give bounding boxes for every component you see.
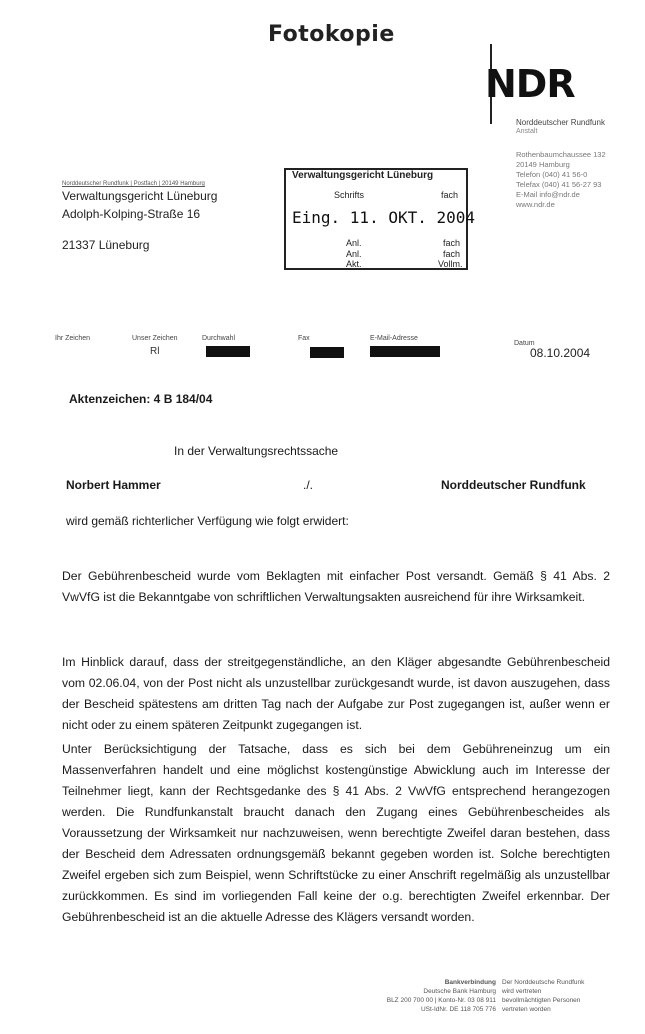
unser-zeichen-value: Rl (150, 346, 160, 357)
redaction-bar (370, 346, 440, 357)
redaction-bar (310, 347, 344, 358)
case-number: Aktenzeichen: 4 B 184/04 (69, 392, 213, 406)
org-address-line: Rothenbaumchaussee 132 (516, 150, 606, 159)
org-phone-line: Telefon (040) 41 56-0 (516, 170, 588, 179)
bank-details (346, 978, 496, 1014)
stamp-schrifts: Schrifts (334, 190, 365, 200)
stamp-fach: fach (441, 190, 459, 200)
stamp-row-label: Akt. (346, 259, 362, 269)
case-intro: In der Verwaltungsrechtssache (174, 444, 339, 458)
rep-line: wird vertreten (502, 988, 542, 995)
ihr-zeichen-label: Ihr Zeichen (55, 335, 91, 342)
paragraph-text: Im Hinblick darauf, dass der streitgegenständliche, an den Kläger abgesandte Gebührenbescheid vom 02.06.04, von der Post nicht als unzustellbar zurückgesandt wurde, ist davon auszugehen, dass der Bescheid spätestens am dritten Tag nach der Aufgabe zur Post zugegangen ist, außer wenn er nicht oder zu einem späteren Zeitpunkt zugegangen ist. (62, 655, 610, 732)
plaintiff-name: Norbert Hammer (66, 478, 161, 492)
org-fax-line: Telefax (040) 41 56-27 93 (516, 180, 602, 189)
response-intro: wird gemäß richterlicher Verfügung wie folgt erwidert: (66, 514, 349, 528)
rep-line: Der Norddeutsche Rundfunk (502, 979, 585, 986)
versus-mark: ./. (303, 478, 314, 492)
stamp-title: Verwaltungsgericht Lüneburg (292, 170, 434, 181)
bank-line: USt-IdNr. DE 118 705 776 (420, 1006, 496, 1013)
stamp-row-suffix: Vollm. (438, 259, 463, 269)
date-label: Datum (514, 340, 535, 347)
paragraph-text: Der Gebührenbescheid wurde vom Beklagten mit einfacher Post versandt. Gemäß § 41 Abs. 2 VwVfG ist die Bekanntgabe von schriftlichen Verwaltungsakten ausreichend für ihre Wirksamkeit. (62, 569, 610, 604)
defendant-name: Norddeutscher Rundfunk (441, 478, 586, 492)
durchwahl-label: Durchwahl (202, 335, 236, 342)
org-address-line: 20149 Hamburg (516, 160, 570, 169)
stamp-row-suffix: fach (443, 249, 461, 259)
stamp-row-label: Anl. (346, 238, 362, 248)
body-paragraph (62, 739, 610, 928)
stamp-received-date: Eing. 11. OKT. 2004 (292, 208, 476, 227)
org-web-line: www.ndr.de (516, 200, 555, 209)
org-email-line: E-Mail info@ndr.de (516, 190, 580, 199)
fax-label: Fax (298, 335, 310, 342)
stamp-row-suffix: fach (443, 238, 461, 248)
body-paragraph (62, 566, 610, 608)
bank-line: Deutsche Bank Hamburg (423, 988, 496, 995)
sender-return-line: Norddeutscher Rundfunk | Postfach | 20149 Hamburg (62, 181, 205, 187)
redaction-bar (206, 346, 250, 357)
unser-zeichen-label: Unser Zeichen (132, 335, 178, 342)
representation-note (502, 978, 622, 1014)
letter-date: 08.10.2004 (530, 346, 591, 360)
paragraph-text: Unter Berücksichtigung der Tatsache, dass es sich bei dem Gebühreneinzug um ein Massenverfahren handelt und eine möglichst kostengünstige Abwicklung auch im Interesse der Teilnehmer liegt, kann der Rechtsgedanke des § 41 Abs. 2 VwVfG entsprechend herangezogen werden. Die Rundfunkanstalt braucht danach den Zugang eines Gebührenbescheides als Voraussetzung der Wirksamkeit nur nachzuweisen, wenn berechtigte Zweifel daran bestehen, dass der Bescheid dem Adressaten ordnungsgemäß bekannt gegeben worden ist. Solche berechtigten Zweifel ergeben sich zum Beispiel, wenn Schriftstücke zu einer Anschrift regelmäßig als unzustellbar zurückkommen. Es sind im vorliegenden Fall keine der o.g. berechtigten Zweifel erkennbar. Der Gebührenbescheid ist an die aktuelle Adresse des Klägers versandt worden. (62, 742, 610, 924)
recipient-name: Verwaltungsgericht Lüneburg (62, 189, 218, 203)
org-name: Norddeutscher Rundfunk (516, 118, 605, 127)
bank-line: BLZ 200 700 00 | Konto-Nr. 03 08 911 (386, 997, 496, 1004)
bank-line: Bankverbindung (444, 979, 496, 986)
org-subtitle: Anstalt (516, 128, 538, 135)
stamp-row-label: Anl. (346, 249, 362, 259)
rep-line: vertreten worden (502, 1006, 551, 1013)
document-header-title: Fotokopie (268, 22, 395, 47)
recipient-street: Adolph-Kolping-Straße 16 (62, 207, 201, 221)
recipient-city: 21337 Lüneburg (62, 238, 150, 252)
email-label: E-Mail-Adresse (370, 335, 418, 342)
ndr-logo: NDR (485, 62, 575, 106)
rep-line: bevollmächtigten Personen (502, 997, 581, 1004)
body-paragraph (62, 652, 610, 736)
